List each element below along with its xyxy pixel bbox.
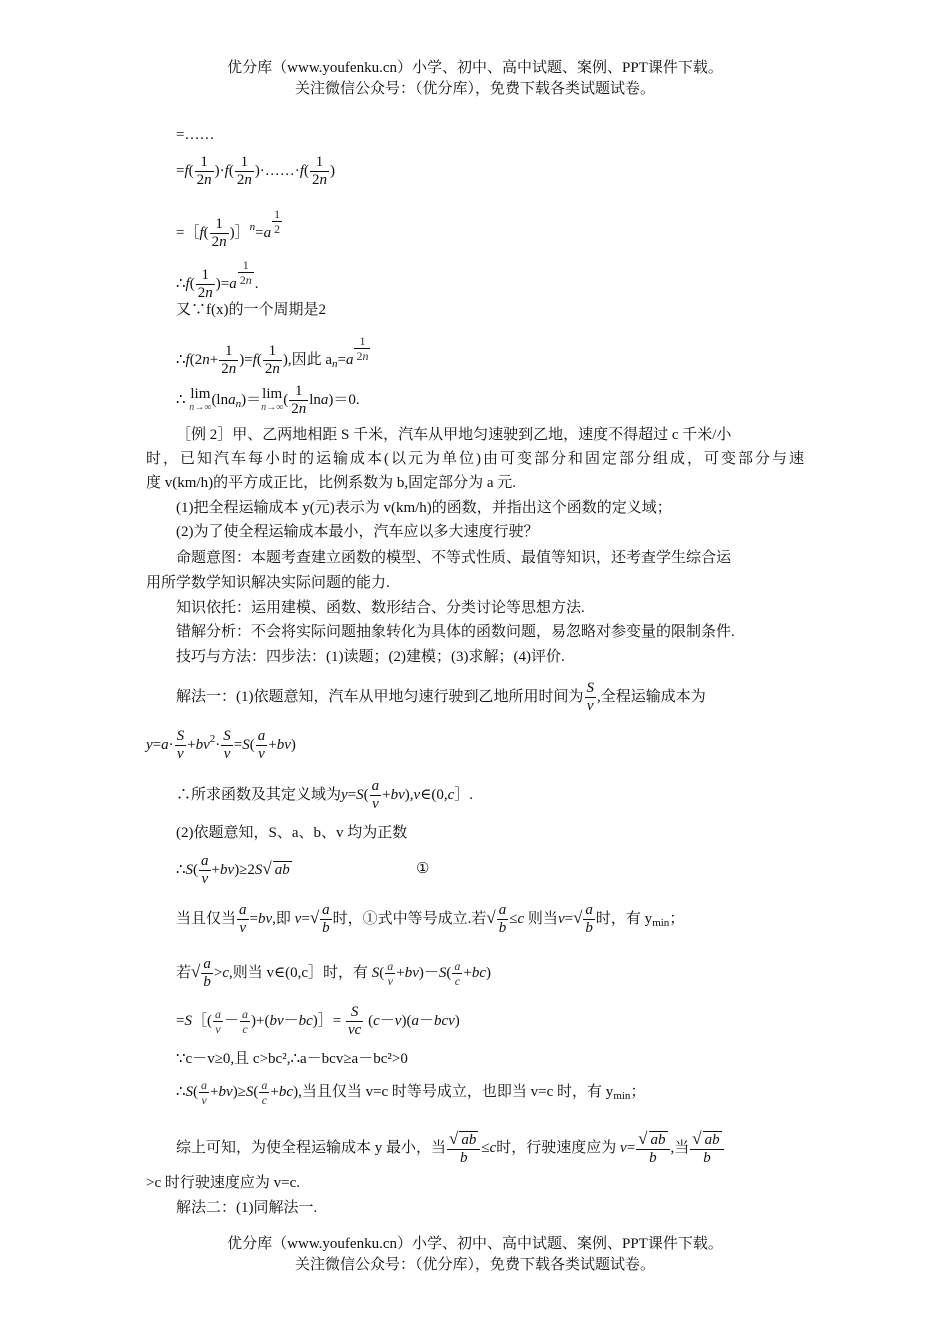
math-an: ∴f(2n+ $\frac{1}{2n}$ )=f( $\frac{1}{2n}$ ),因此 $a_n=a$ $\frac{1}{2n}$ xyxy=(176,334,369,378)
eq-dots: =…… xyxy=(176,127,215,143)
knowledge-line: 知识依托：运用建模、函数、数形结合、分类讨论等思想方法. xyxy=(176,600,585,616)
skills-line: 技巧与方法：四步法：(1)读题；(2)建模；(3)求解；(4)评价. xyxy=(176,649,565,665)
summary1-text: 综上可知，为使全程运输成本 y 最小，当 xyxy=(176,1139,447,1156)
period-line: 又∵f(x)的一个周期是2 xyxy=(176,302,326,318)
example2-line1: ［例 2］甲、乙两地相距 S 千米，汽车从甲地匀速驶到乙地，速度不得超过 c 千米/小 xyxy=(176,427,732,443)
math-cost-function: y=a· $\frac{S}{v}$ $+bv^2\cdot$ $\frac{S}{v}$ =S( $\frac{a}{v}$ +bv) xyxy=(146,728,296,763)
iff-vc-text: ,当且仅当 v=c 时等号成立，也即当 v=c 时，有 y xyxy=(298,1083,614,1100)
summary-line3: >c 时行驶速度应为 v=c. xyxy=(146,1175,300,1191)
summary2-text: 时，行驶速度应为 xyxy=(496,1139,617,1156)
solution1-intro-text: 解法一：(1)依题意知，汽车从甲地匀速行驶到乙地所用时间为 xyxy=(176,688,584,705)
header-line-1: 优分库（www.youfenku.cn）小学、初中、高中试题、案例、PPT课件下载。 xyxy=(227,60,723,76)
has-ymin-text: 时，有 y xyxy=(595,910,653,927)
example2-line2: 时，已知汽车每小时的运输成本(以元为单位)由可变部分和固定部分组成，可变部分与速 xyxy=(146,451,804,467)
header-line-2: 关注微信公众号：（优分库），免费下载各类试题试卷。 xyxy=(294,81,655,97)
therefore-an-text: ,因此 a xyxy=(287,352,332,368)
math-difference: =S［( $\frac{a}{v}$ － $\frac{a}{c}$ )+(bv－bc)］= $\frac{S}{vc}$ (c－v)(a－bcv) xyxy=(176,1004,460,1038)
math-inequality: ∴S( $\frac{a}{v}$ +bv)≥2S√ ab xyxy=(176,853,290,887)
domain-text: ∴所求函数及其定义域为 xyxy=(176,786,342,803)
when-eq-text: 当且仅当 xyxy=(176,910,237,927)
then-when-text: 则当 xyxy=(527,910,558,927)
example2-line3: 度 v(km/h)的平方成正比，比例系数为 b,固定部分为 a 元. xyxy=(146,475,516,491)
errors-line: 错解分析：不会将实际问题抽象转化为具体的函数问题，易忽略对参变量的限制条件. xyxy=(176,624,735,640)
then-v-in-text: 则当 v∈(0,c］时，有 xyxy=(232,964,369,981)
math-result-f: ∴f( $\frac{1}{2n}$ )=a $\frac{1}{2n}$ . xyxy=(176,258,259,302)
math-case-two: 若√ $\frac{a}{b}$ >c,则当 v∈(0,c］时，有 S( $\frac{a}{v}$ +bv)－S( $\frac{a}{c}$ +bc) xyxy=(176,956,492,990)
math-summary: 综上可知，为使全程运输成本 y 最小，当 $\frac{√ ab}{b}$ ≤c时，行驶速度应为 v= $\frac{√ ab}{b}$ ,当 $\frac{√ ab}{b}$ xyxy=(176,1130,725,1167)
because-line: ∵c－v≥0,且 c>bc²,∴a－bcv≥a－bc²>0 xyxy=(176,1051,408,1067)
footer-line-1: 优分库（www.youfenku.cn）小学、初中、高中试题、案例、PPT课件下载。 xyxy=(227,1236,723,1252)
math-limit: ∴ lim n→∞ (lna$_n$)＝lim n→∞ ( $\frac{1}{2n}$ lna)＝0. xyxy=(176,383,360,417)
positive-line: (2)依题意知，S、a、b、v 均为正数 xyxy=(176,825,408,841)
question-1: (1)把全程运输成本 y(元)表示为 v(km/h)的函数，并指出这个函数的定义域； xyxy=(176,500,672,516)
when-eq2-text: 时，①式中等号成立.若 xyxy=(332,910,487,927)
math-domain: ∴所求函数及其定义域为y=S( $\frac{a}{v}$ +bv),v∈(0,c］. xyxy=(176,778,474,812)
solution1-intro: 解法一：(1)依题意知，汽车从甲地匀速行驶到乙地所用时间为 $\frac{S}{v}$ ,全程运输成本为 xyxy=(176,680,706,714)
math-case-two-result: ∴S( $\frac{a}{v}$ +bv)≥S( $\frac{a}{c}$ +bc),当且仅当 v=c 时等号成立，也即当 v=c 时，有 $y_{min}$； xyxy=(176,1078,646,1107)
min-subscript-2: min xyxy=(613,1089,631,1102)
min-subscript: min xyxy=(652,916,670,929)
math-product: =f( $\frac{1}{2n}$ )·f( $\frac{1}{2n}$ )·……·f( $\frac{1}{2n}$ ) xyxy=(176,154,335,188)
solution1-cost-text: ,全程运输成本为 xyxy=(597,688,706,705)
intent-line2: 用所学数学知识解决实际问题的能力. xyxy=(146,575,390,591)
solution2-line: 解法二：(1)同解法一. xyxy=(176,1200,318,1216)
math-equality-cond: 当且仅当 $\frac{a}{v}$ =bv,即 v=√ $\frac{a}{b}$ 时，①式中等号成立.若√ $\frac{a}{b}$ ≤c 则当v=√ $\frac{a}{b}$ 时，有 $y_{min}$； xyxy=(176,902,685,936)
intent-line1: 命题意图：本题考查建立函数的模型、不等式性质、最值等知识，还考查学生综合运 xyxy=(176,550,732,566)
footer-line-2: 关注微信公众号：（优分库），免费下载各类试题试卷。 xyxy=(294,1257,655,1273)
if-text: 若 xyxy=(176,964,192,981)
circle-one: ① xyxy=(416,861,430,877)
question-2: (2)为了使全程运输成本最小，汽车应以多大速度行驶？ xyxy=(176,524,539,540)
math-power: =［f( $\frac{1}{2n}$ )］$^n$=a $\frac{1}{2}$ xyxy=(176,207,281,251)
